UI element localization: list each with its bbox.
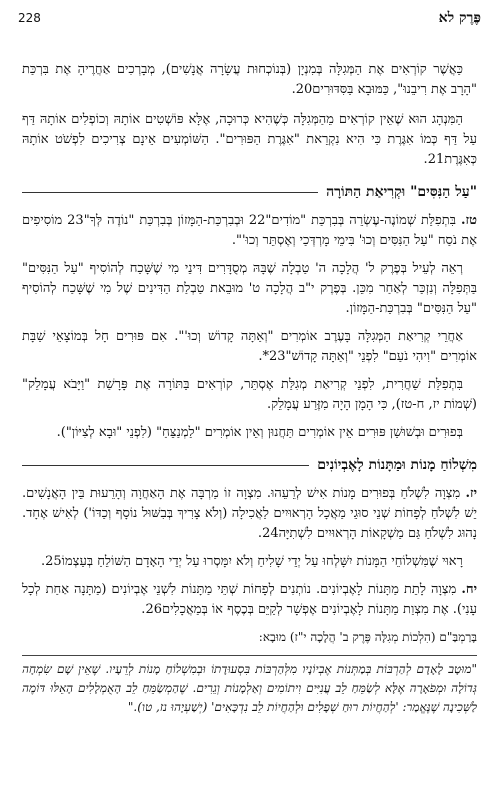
- paragraph-2: הַמִּנְהָג הוּא שֶׁאֵין קוֹרְאִים מֵהַמְּגִלָּה כְּשֶׁהִיא כְּרוּכָה, אֶלָּא פּוֹשְׁטִים אוֹתָהּ וְכוֹפְלִים אוֹתָהּ דַּף עַל דַּף כְּמוֹ אִגֶּרֶת כִּי הִיא נִקְרֵאת "אִגֶּרֶת הַפּוּרִים". הַשּׁוֹמְעִים אֵינָם צְרִיכִים לִפְשֹׁט אוֹתָהּ כְּאִגֶּרֶת21.: [22, 112, 477, 167]
- page-body: [22, 60, 477, 725]
- paragraph-messenger: רָאוּי שֶׁמִּשְׁלוֹחֵי הַמָּנוֹת יִשָּׁלְחוּ עַל יְדֵי שָׁלִיחַ וְלֹא יִמָּסְרוּ עַל יְדֵי הָאָדָם הַשּׁוֹלֵחַ בְּעַצְמוֹ25.: [40, 554, 463, 569]
- section-heading-mishloach-manot: [22, 457, 477, 474]
- rambam-quote: "מוּטָב לָאָדָם לְהַרְבּוֹת בְּמַתְּנוֹת אֶבְיוֹנָיו מִלְּהַרְבּוֹת בִּסְעוּדָתוֹ וּבְמִשְׁלוֹחַ מָנוֹת לְרֵעָיו. שֶׁאֵין שָׁם שִׂמְחָה גְּדוֹלָה וּמְפֹאָרָה אֶלָּא לְשַׂמֵּחַ לֵב עֲנִיִּים וִיתוֹמִים וְאַלְמָנוֹת וְגֵרִים. שֶׁהַמְשַׂמֵּחַ לֵב הָאֻמְלָלִים הָאֵלּוּ דּוֹמֶה לַשְּׁכִינָה שֶׁנֶּאֱמַר: 'לְהַחֲיוֹת רוּחַ שְׁפָלִים וּלְהַחֲיוֹת לֵב נִדְכָּאִים' (יְשַׁעְיָהוּ נז, טו).": [22, 655, 477, 717]
- paragraph-table-ref: רְאֵה לְעֵיל בְּפֶרֶק ל' הֲלָכָה ה' טַבְלָה שֶׁבָּהּ מְסֻדָּרִים דִּינֵי מִי שֶׁשָּׁכַח לְהוֹסִיף "עַל הַנִּסִּים" בַּתְּפִלָּה וְנִזְכַּר לְאַחַר מִכֵּן. בְּפֶרֶק י"ב הֲלָכָה ט' מוּבֵאת טַבְלַת הַדִּינִים שֶׁל מִי שֶׁשָּׁכַח לְהוֹסִיף "עַל הַנִּסִּים" בְּבִרְכַּת-הַמָּזוֹן.: [22, 261, 477, 316]
- running-header: [18, 10, 481, 30]
- section-heading-title: "עַל הַנִּסִּים" וּקְרִיאַת הַתּוֹרָה: [326, 184, 477, 200]
- heading-rule: [22, 192, 318, 193]
- paragraph-torah-reading: בִּתְפִלַּת שַׁחֲרִית, לִפְנֵי קְרִיאַת מְגִלַּת אֶסְתֵּר, קוֹרְאִים בַּתּוֹרָה אֶת פָּרָשַׁת "וַיָּבֹא עֲמָלֵק" (שְׁמוֹת יז, ח-טז), כִּי הָמָן הָיָה מִזֶּרַע עֲמָלֵק.: [22, 377, 477, 412]
- halacha-text: בִּתְפִלַּת שְׁמוֹנֶה-עֶשְׂרֵה בְּבִרְכַּת "מוֹדִים"22 וּבְבִרְכַּת-הַמָּזוֹן בְּבִרְכַּת "נוֹדֶה לְּךָ"23 מוֹסִיפִים אֶת נֹסַח "עַל הַנִּסִּים וְכוּ' בִּימֵי מָרְדְּכַי וְאֶסְתֵּר וְכוּ'".: [22, 213, 477, 248]
- halacha-marker: יז.: [465, 486, 477, 501]
- halacha-marker: יח.: [461, 582, 477, 597]
- section-heading-al-hanisim: [22, 184, 477, 201]
- paragraph-veata-kadosh: אַחֲרֵי קְרִיאַת הַמְּגִלָּה בָּעֶרֶב אוֹמְרִים "וְאַתָּה קָדוֹשׁ וְכוּ'". אִם פּוּרִים חָל בְּמוֹצָאֵי שַׁבָּת אוֹמְרִים "וִיהִי נֹעַם" לִפְנֵי "וְאַתָּה קָדוֹשׁ"23*.: [22, 329, 477, 364]
- halacha-text: מִצְוָה לָתֵת מַתָּנוֹת לָאֶבְיוֹנִים. נוֹתְנִים לְפָחוֹת שְׁתֵּי מַתָּנוֹת לִשְׁנֵי אֶבְיוֹנִים (מַתָּנָה אַחַת לְכָל עָנִי). אֶת מִצְוַת מַתָּנוֹת לָאֶבְיוֹנִים אֶפְשָׁר לְקַיֵּם בְּכֶסֶף אוֹ בְּמַאֲכָלִים26.: [22, 582, 477, 617]
- halacha-18: [22, 580, 477, 620]
- paragraph-1: כַּאֲשֶׁר קוֹרְאִים אֶת הַמְּגִלָּה בְּמִנְיָן (בְּנוֹכְחוּת עֲשָׂרָה אֲנָשִׁים), מְבָרְכִים אַחֲרֶיהָ אֶת בִּרְכַּת "הָרָב אֶת רִיבֵנוּ", כַּמּוּבָא בַּסִּדּוּרִים20.: [22, 62, 477, 97]
- chapter-title: פֶּרֶק לא: [438, 10, 481, 26]
- paragraph-tachanun: בְּפוּרִים וּבְשׁוּשַׁן פּוּרִים אֵין אוֹמְרִים תַּחֲנוּן וְאֵין אוֹמְרִים "לַמְנַצֵּחַ" (לִפְנֵי "וּבָא לְצִיּוֹן").: [56, 425, 463, 440]
- rambam-citation: בָּרַמְבַּ"ם (הִלְכוֹת מְגִלָּה פֶּרֶק ב' הֲלָכָה י"ז) מוּבָא:: [258, 630, 477, 644]
- halacha-text: מִצְוָה לִשְׁלֹחַ בְּפוּרִים מָנוֹת אִישׁ לְרֵעֵהוּ. מִצְוָה זוֹ מַרְבָּה אֶת הָאַחֲוָה וְהָרֵעוּת בֵּין הָאֲנָשִׁים. יֵשׁ לִשְׁלֹחַ לְפָחוֹת שְׁנֵי סוּגֵי מַאֲכָל הָרְאוּיִים לַאֲכִילָה (וְלֹא צָרִיךְ בְּבִשּׁוּל נוֹסָף וְכַדּוֹ') לְאִישׁ אֶחָד. נָהוּג לִשְׁלֹחַ גַּם מַשְׁקָאוֹת הָרְאוּיִים לִשְׁתִיָּה24.: [22, 486, 477, 541]
- page-number: 228: [18, 11, 41, 25]
- heading-rule: [22, 465, 309, 466]
- section-heading-title: מִשְׁלוֹחַ מָנוֹת וּמַתָּנוֹת לָאֶבְיוֹנִים: [317, 457, 477, 473]
- halacha-17: [22, 484, 477, 544]
- halacha-16: [22, 211, 477, 251]
- halacha-marker: טז.: [460, 213, 477, 228]
